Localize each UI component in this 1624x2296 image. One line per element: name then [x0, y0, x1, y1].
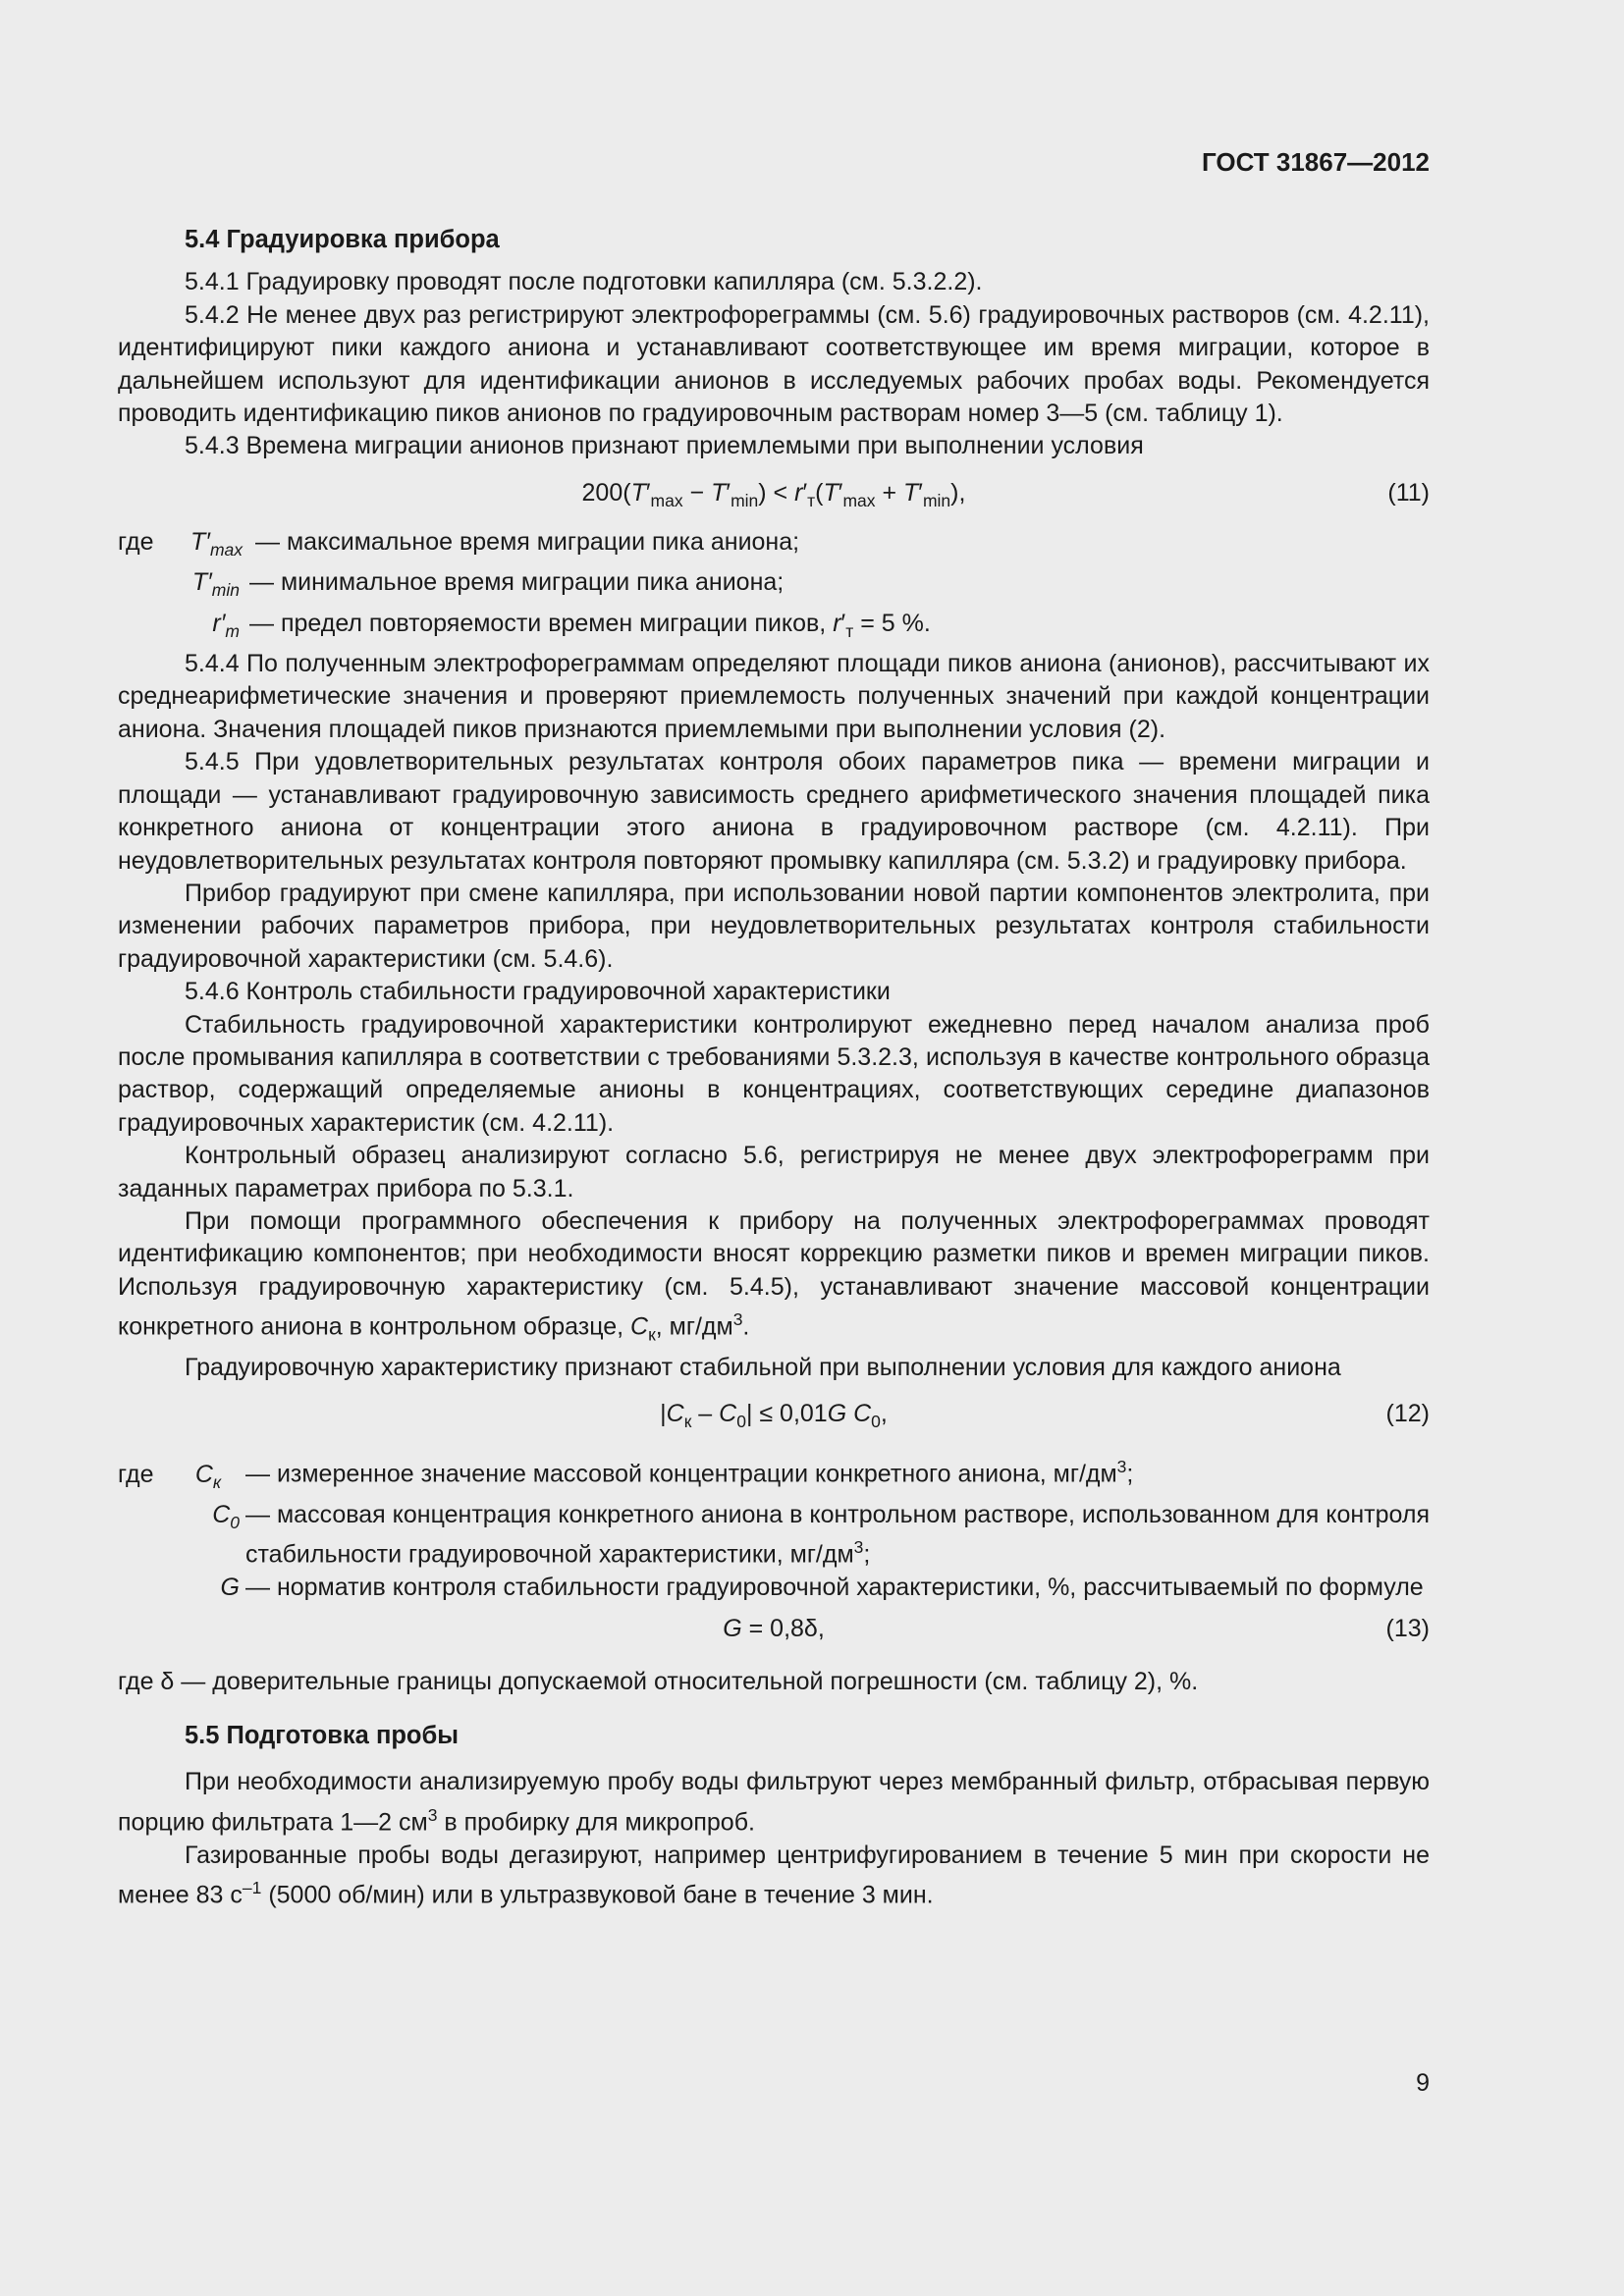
formula-13-legend: где δ — доверительные границы допускаемой относительной погрешности (см. таблицу 2), %.: [118, 1667, 1199, 1695]
symbol-c0: $C_0$: [212, 1501, 240, 1533]
formula-13: [118, 1605, 1430, 1658]
document-code: ГОСТ 31867—2012: [1202, 147, 1430, 177]
paragraph-5-5-1: При необходимости анализируемую пробу воды фильтруют через мембранный фильтр, отбрасывая первую порцию фильтрата 1—2 $см^3$ в пробирку для микропроб.: [118, 1768, 1430, 1837]
page-number: 9: [1416, 2069, 1430, 2097]
formula-12-expression: $|C_к - C_0| \le 0,01G$ $C_0$,: [660, 1400, 888, 1432]
formula-11-expression: $200(T'_{max} - T'_{min}) < r'_т(T'_{max} + T'_{min})$,: [581, 478, 966, 510]
paragraph-stability-3-text: При помощи программного обеспечения к прибору на полученных электрофореграммах проводят идентификацию компонентов; при необходимости вносят коррекцию разметки пиков и времен миграции пиков. Используя градуировочную характеристику (см. 5.4.5), устанавливают значение массовой концентрации конкретного аниона в контрольном образце,: [118, 1206, 1430, 1341]
paragraph-5-5-1-text-a: При необходимости анализируемую пробу воды фильтруют через мембранный фильтр, отбрасывая первую порцию фильтрата 1—2 см: [118, 1768, 1430, 1837]
paragraph-recalibration: Прибор градуируют при смене капилляра, при использовании новой партии компонентов электролита, при изменении рабочих параметров прибора, при неудовлетворительных результатах контроля стабильности градуировочной характеристики (см. 5.4.6).: [118, 879, 1430, 973]
symbol-ck: $C_к$: [194, 1460, 222, 1492]
paragraph-5-5-1-text-b: в пробирку для микропроб.: [437, 1808, 755, 1837]
formula-11: [118, 469, 1430, 518]
formula-13-number: (13): [1385, 1614, 1430, 1642]
where-label: где: [118, 527, 154, 556]
formula-12: [118, 1390, 1430, 1443]
paragraph-stability-3: При помощи программного обеспечения к прибору на полученных электрофореграммах проводят идентификацию компонентов; при необходимости вносят коррекцию разметки пиков и времен миграции пиков. Используя градуировочную характеристику (см. 5.4.5), устанавливают значение массовой концентрации конкретного аниона в контрольном образце, $C_к$, $мг/дм^3$.: [118, 1206, 1430, 1345]
c0-description: — массовая концентрация конкретного аниона в контрольном растворе, использованном для контроля стабильности градуировочной характеристики, $мг/дм^3$;: [245, 1501, 1430, 1569]
tmin-description: — минимальное время миграции пика аниона;: [249, 568, 785, 597]
g-description: — норматив контроля стабильности градуировочной характеристики, %, рассчитываемый по формуле: [245, 1574, 1424, 1602]
symbol-g: G: [220, 1574, 240, 1602]
formula-11-number: (11): [1387, 478, 1430, 507]
paragraph-5-4-4: 5.4.4 По полученным электрофореграммам определяют площади пиков аниона (анионов), рассчитывают их среднеарифметические значения и проверяют приемлемость полученных значений при каждой концентрации аниона. Значения площадей пиков признаются приемлемыми при выполнении условия (2).: [118, 650, 1430, 743]
section-title-5-5: 5.5 Подготовка пробы: [185, 1722, 460, 1750]
symbol-tmin: $T'_{min}$: [191, 568, 240, 601]
formula-12-legend: [118, 1451, 1430, 1604]
paragraph-5-4-2: 5.4.2 Не менее двух раз регистрируют электрофореграммы (см. 5.6) градуировочных растворов (см. 4.2.11), идентифицируют пики каждого аниона и устанавливают соответствующее им время миграции, которое в дальнейшем используют для идентификации анионов в исследуемых рабочих пробах воды. Рекомендуется проводить идентификацию пиков анионов по градуировочным растворам номер 3—5 (см. таблицу 1).: [118, 300, 1430, 428]
rt-value: = 5 %.: [860, 609, 931, 637]
paragraph-stability-4: Градуировочную характеристику признают стабильной при выполнении условия для каждого аниона: [185, 1353, 1341, 1381]
tmax-description: — максимальное время миграции пика аниона;: [255, 527, 800, 556]
paragraph-5-5-2-text-b: (5000 об/мин) или в ультразвуковой бане в течение 3 мин.: [261, 1881, 934, 1909]
section-title-5-4: 5.4 Градуировка прибора: [185, 226, 500, 253]
paragraph-stability-3-unit: мг/дм: [669, 1312, 733, 1341]
formula-11-legend: [118, 526, 1430, 648]
paragraph-5-5-2: Газированные пробы воды дегазируют, например центрифугированием в течение 5 мин при скорости не менее 83 $с^{-1}$ (5000 об/мин) или в ультразвуковой бане в течение 3 мин.: [118, 1841, 1430, 1909]
rt-description-text: — предел повторяемости времен миграции пиков,: [249, 609, 827, 637]
formula-12-number: (12): [1385, 1400, 1430, 1428]
paragraph-5-4-6-title: 5.4.6 Контроль стабильности градуировочной характеристики: [185, 978, 891, 1006]
page-content: [118, 224, 1430, 1912]
c0-description-text: — массовая концентрация конкретного аниона в контрольном растворе, использованном для контроля стабильности градуировочной характеристики, мг/дм: [245, 1501, 1430, 1569]
ck-description-text: — измеренное значение массовой концентрации конкретного аниона, мг/дм: [245, 1460, 1117, 1488]
paragraph-5-4-5: 5.4.5 При удовлетворительных результатах контроля обоих параметров пика — времени миграции и площади — устанавливают градуировочную зависимость среднего арифметического значения площадей пика конкретного аниона от концентрации этого аниона в градуировочном растворе (см. 4.2.11). При неудовлетворительных результатах контроля повторяют промывку капилляра (см. 5.3.2) и градуировку прибора.: [118, 748, 1430, 875]
symbol-rt: $r'_т$: [212, 609, 240, 641]
symbol-tmax: $T'_{max}$: [190, 527, 244, 560]
ck-description: — измеренное значение массовой концентрации конкретного аниона, $мг/дм^3$;: [245, 1457, 1134, 1488]
paragraph-stability-2: Контрольный образец анализируют согласно 5.6, регистрируя не менее двух электрофореграмм при заданных параметрах прибора по 5.3.1.: [118, 1142, 1430, 1202]
where-label: где: [118, 1460, 154, 1488]
paragraph-5-4-1: 5.4.1 Градуировку проводят после подготовки капилляра (см. 5.3.2.2).: [185, 268, 983, 296]
paragraph-5-5-2-text-a: Газированные пробы воды дегазируют, например центрифугированием в течение 5 мин при скорости не менее 83 с: [118, 1841, 1430, 1909]
formula-13-expression: G = 0,8δ,: [723, 1614, 825, 1642]
rt-description: — предел повторяемости времен миграции пиков, $r'_т = 5$ %.: [249, 609, 931, 641]
paragraph-5-4-3: 5.4.3 Времена миграции анионов признают приемлемыми при выполнении условия: [185, 432, 1144, 460]
paragraph-stability-1: Стабильность градуировочной характеристики контролируют ежедневно перед началом анализа проб после промывания капилляра в соответствии с требованиями 5.3.2.3, используя в качестве контрольного образца раствор, содержащий определяемые анионы в концентрациях, соответствующих середине диапазонов градуировочных характеристик (см. 4.2.11).: [118, 1010, 1430, 1137]
